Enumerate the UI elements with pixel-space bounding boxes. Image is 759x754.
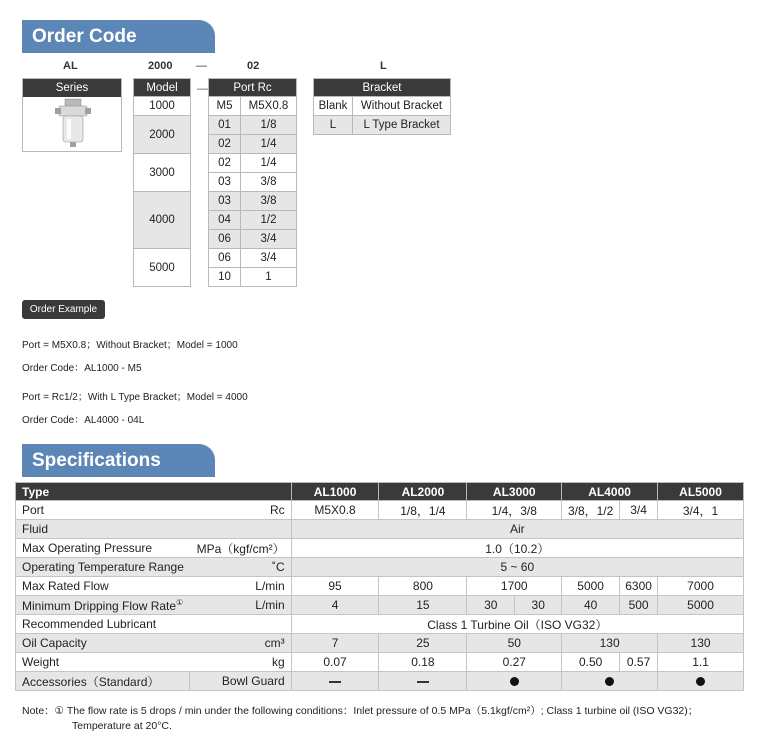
spec-label: Operating Temperature Range (16, 558, 190, 577)
spec-value: 15 (379, 596, 467, 615)
spec-label: Recommended Lubricant (16, 615, 292, 634)
model-cell: 5000 (134, 249, 191, 287)
not-included-mark (379, 672, 467, 691)
spec-value: 7000 (658, 577, 744, 596)
spec-unit: ˚C (189, 558, 291, 577)
port-size: 1/8 (241, 116, 297, 135)
spec-unit: L/min (189, 596, 291, 615)
spec-value: 30 (515, 596, 562, 615)
example-line: Order Code：AL1000 - M5 (22, 363, 142, 374)
spec-value: 1.0（10.2） (291, 539, 743, 558)
port-code: 10 (209, 268, 241, 287)
spec-value: 5000 (658, 596, 744, 615)
spec-row-weight (16, 653, 744, 672)
included-dot-icon (562, 672, 658, 691)
port-code: M5 (209, 97, 241, 116)
model-port-dash: — (197, 83, 208, 95)
model-col-header: AL4000 (562, 483, 658, 501)
spec-value: 4 (291, 596, 379, 615)
bracket-table (313, 78, 451, 135)
spec-value: 95 (291, 577, 379, 596)
code-part-series: AL (63, 60, 78, 72)
spec-value: 50 (467, 634, 562, 653)
port-code: 06 (209, 249, 241, 268)
spec-value: 130 (562, 634, 658, 653)
specifications-table (15, 482, 744, 691)
spec-label: Weight (16, 653, 190, 672)
spec-value: 0.07 (291, 653, 379, 672)
spec-value: 1.1 (658, 653, 744, 672)
port-size: 1/4 (241, 135, 297, 154)
bracket-header: Bracket (314, 79, 451, 97)
port-size: 3/4 (241, 230, 297, 249)
footnote-line: Temperature at 20°C. (72, 720, 172, 732)
spec-value: M5X0.8 (291, 501, 379, 520)
order-code-title: Order Code (32, 26, 137, 47)
spec-value: 3/4 (620, 501, 658, 520)
spec-row-port (16, 501, 744, 520)
spec-value: 5000 (562, 577, 620, 596)
model-cell: 4000 (134, 192, 191, 249)
port-size: 3/4 (241, 249, 297, 268)
not-included-mark (291, 672, 379, 691)
spec-label (16, 596, 190, 615)
spec-row-accessories (16, 672, 744, 691)
port-code: 01 (209, 116, 241, 135)
spec-value: 130 (658, 634, 744, 653)
lubricator-product-icon (23, 97, 121, 151)
specifications-title: Specifications (32, 450, 161, 471)
example-line: Port = Rc1/2；With L Type Bracket；Model = 4000 (22, 392, 248, 403)
spec-row-oil-capacity (16, 634, 744, 653)
bracket-code: L (314, 116, 353, 135)
spec-value: 0.18 (379, 653, 467, 672)
spec-value: 3/8，1/2 (562, 501, 620, 520)
port-size: 3/8 (241, 192, 297, 211)
port-size: M5X0.8 (241, 97, 297, 116)
port-code: 03 (209, 173, 241, 192)
spec-label-text: Minimum Dripping Flow Rate (22, 598, 177, 613)
type-header: Type (16, 483, 292, 501)
model-cell: 1000 (134, 97, 191, 116)
example-line: Order Code：AL4000 - 04L (22, 415, 145, 426)
footnote-line: Note：① The flow rate is 5 drops / min under the following conditions：Inlet pressure of 0.5 MPa（5.1kgf/cm²）; Class 1 turbine oil (ISO VG32)； (22, 705, 699, 717)
spec-value: 6300 (620, 577, 658, 596)
port-header: Port Rc (209, 79, 297, 97)
spec-row-temperature (16, 558, 744, 577)
model-col-header: AL2000 (379, 483, 467, 501)
model-col-header: AL1000 (291, 483, 379, 501)
code-part-bracket: L (380, 60, 387, 72)
port-size: 1/2 (241, 211, 297, 230)
included-dot-icon (658, 672, 744, 691)
spec-value: 7 (291, 634, 379, 653)
order-code-banner (22, 20, 215, 53)
included-dot-icon (467, 672, 562, 691)
spec-label: Max Operating Pressure (16, 539, 190, 558)
footnote (22, 704, 742, 734)
spec-value: 0.57 (620, 653, 658, 672)
spec-value: 0.27 (467, 653, 562, 672)
spec-row-drip (16, 596, 744, 615)
spec-row-lubricant (16, 615, 744, 634)
port-code: 02 (209, 135, 241, 154)
spec-unit: kg (189, 653, 291, 672)
spec-row-fluid (16, 520, 744, 539)
port-code: 02 (209, 154, 241, 173)
series-header: Series (23, 79, 121, 97)
port-size: 3/8 (241, 173, 297, 192)
spec-value: 1/8，1/4 (379, 501, 467, 520)
port-code: 04 (209, 211, 241, 230)
port-code: 03 (209, 192, 241, 211)
spec-label: Port (16, 501, 190, 520)
spec-value: 0.50 (562, 653, 620, 672)
spec-unit: L/min (189, 577, 291, 596)
spec-label: Fluid (16, 520, 292, 539)
spec-value: 25 (379, 634, 467, 653)
spec-row-max-flow (16, 577, 744, 596)
port-size: 1 (241, 268, 297, 287)
spec-value: 1/4，3/8 (467, 501, 562, 520)
spec-value: 30 (467, 596, 515, 615)
series-box (22, 78, 122, 152)
model-cell: 3000 (134, 154, 191, 192)
spec-label: Accessories（Standard） (16, 672, 190, 691)
spec-value: 500 (620, 596, 658, 615)
spec-unit: Rc (189, 501, 291, 520)
port-code: 06 (209, 230, 241, 249)
code-part-model: 2000 (148, 60, 173, 72)
spec-label: Oil Capacity (16, 634, 190, 653)
port-table (208, 78, 297, 287)
spec-value: 5 ~ 60 (291, 558, 743, 577)
model-header: Model (134, 79, 191, 97)
spec-value: 1700 (467, 577, 562, 596)
spec-value: Class 1 Turbine Oil（ISO VG32） (291, 615, 743, 634)
spec-unit: MPa（kgf/cm²） (189, 539, 291, 558)
spec-value: Air (291, 520, 743, 539)
spec-label: Max Rated Flow (16, 577, 190, 596)
model-table (133, 78, 191, 287)
example-line: Port = M5X0.8；Without Bracket；Model = 1000 (22, 340, 238, 351)
bracket-desc: Without Bracket (353, 97, 451, 116)
footnote-marker: ① (176, 597, 184, 607)
model-col-header: AL5000 (658, 483, 744, 501)
code-part-port: 02 (247, 60, 260, 72)
spec-row-pressure (16, 539, 744, 558)
model-col-header: AL3000 (467, 483, 562, 501)
bracket-code: Blank (314, 97, 353, 116)
spec-value: 40 (562, 596, 620, 615)
spec-value: 3/4，1 (658, 501, 744, 520)
code-part-dash: — (196, 60, 207, 72)
model-cell: 2000 (134, 116, 191, 154)
spec-unit: Bowl Guard (189, 672, 291, 691)
order-example-badge: Order Example (22, 300, 105, 319)
bracket-desc: L Type Bracket (353, 116, 451, 135)
port-size: 1/4 (241, 154, 297, 173)
spec-unit: cm³ (189, 634, 291, 653)
specifications-banner (22, 444, 215, 477)
spec-value: 800 (379, 577, 467, 596)
